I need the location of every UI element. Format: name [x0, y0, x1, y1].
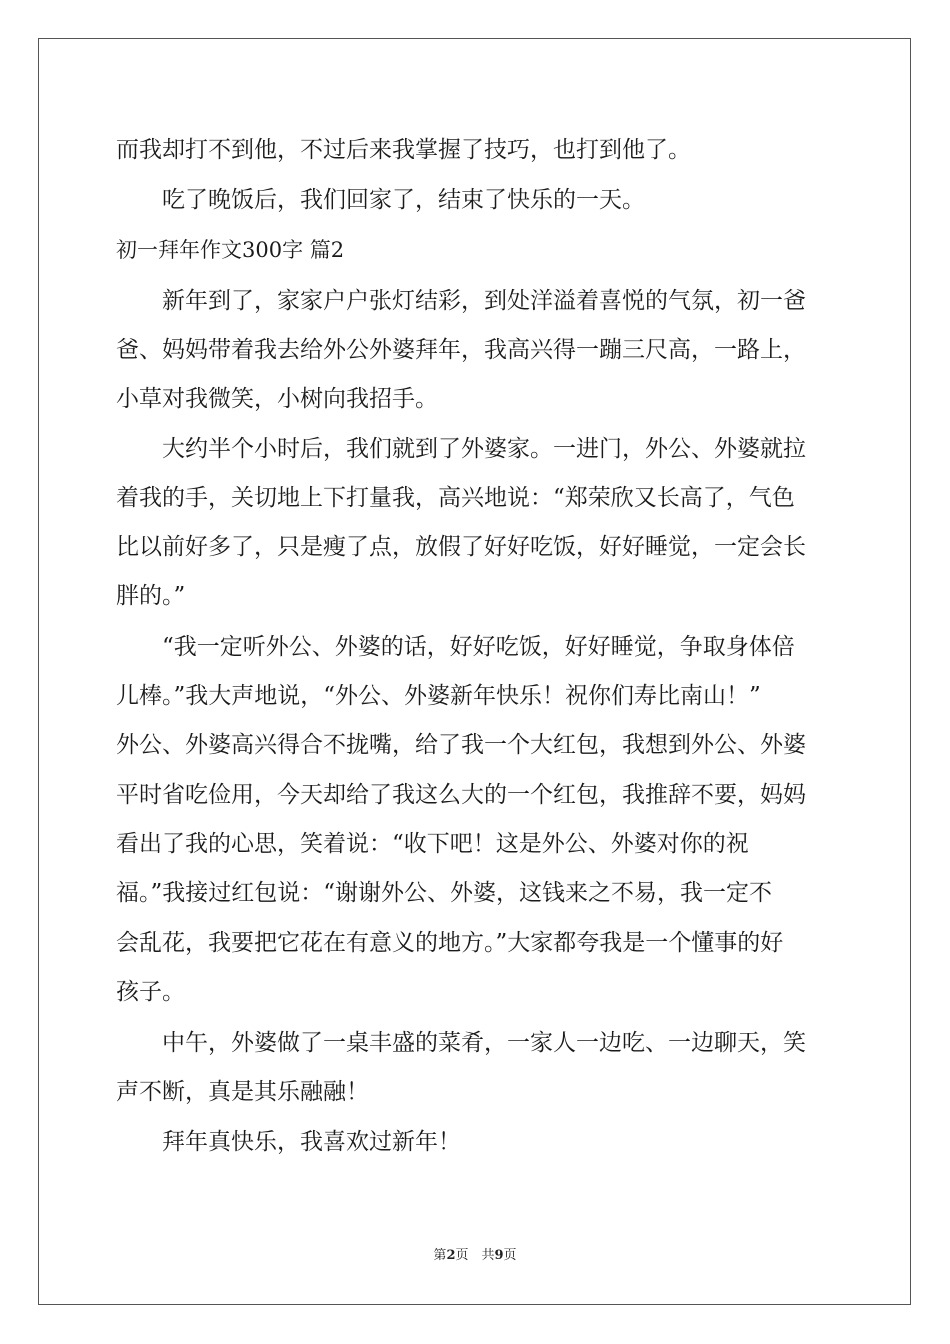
page-total: 9 — [494, 1248, 504, 1263]
text-line: 着我的手，关切地上下打量我，高兴地说：“郑荣欣又长高了，气色 — [116, 485, 795, 511]
text-line: 平时省吃俭用，今天却给了我这么大的一个红包，我推辞不要，妈妈 — [116, 782, 806, 808]
text-line: 而我却打不到他，不过后来我掌握了技巧，也打到他了。 — [116, 137, 691, 163]
text-line: 外公、外婆高兴得合不拢嘴，给了我一个大红包，我想到外公、外婆 — [116, 732, 806, 758]
text-line: 小草对我微笑，小树向我招手。 — [116, 386, 438, 412]
text-line: 儿棒。”我大声地说，“外公、外婆新年快乐！祝你们寿比南山！” — [116, 683, 761, 709]
page-prefix: 第 — [433, 1248, 447, 1263]
text-line: 孩子。 — [116, 979, 185, 1005]
text-line: 爸、妈妈带着我去给外公外婆拜年，我高兴得一蹦三尺高，一路上， — [116, 337, 806, 363]
text-line: 新年到了，家家户户张灯结彩，到处洋溢着喜悦的气氛，初一爸 — [116, 288, 806, 314]
text-line: 中午，外婆做了一桌丰盛的菜肴，一家人一边吃、一边聊天，笑 — [116, 1030, 806, 1056]
page-current: 2 — [446, 1248, 456, 1263]
section-title: 初一拜年作文300字 篇2 — [116, 238, 345, 262]
text-line: 吃了晚饭后，我们回家了，结束了快乐的一天。 — [116, 187, 645, 213]
text-line: 胖的。” — [116, 583, 186, 609]
page-suffix: 页 — [503, 1248, 517, 1263]
text-line: 比以前好多了，只是瘦了点，放假了好好吃饭，好好睡觉，一定会长 — [116, 534, 806, 560]
page-mid: 页 共 — [455, 1248, 495, 1263]
text-line: 拜年真快乐，我喜欢过新年！ — [116, 1129, 461, 1155]
text-line: 会乱花，我要把它花在有意义的地方。”大家都夸我是一个懂事的好 — [116, 930, 784, 956]
text-line: 大约半个小时后，我们就到了外婆家。一进门，外公、外婆就拉 — [116, 436, 806, 462]
text-line: 福。”我接过红包说：“谢谢外公、外婆，这钱来之不易，我一定不 — [116, 880, 773, 906]
text-line: “我一定听外公、外婆的话，好好吃饭，好好睡觉，争取身体倍 — [116, 634, 795, 660]
page-border — [38, 38, 911, 1305]
text-line: 看出了我的心思，笑着说：“收下吧！这是外公、外婆对你的祝 — [116, 831, 749, 857]
text-line: 声不断，真是其乐融融！ — [116, 1079, 369, 1105]
page-footer — [0, 1244, 950, 1263]
